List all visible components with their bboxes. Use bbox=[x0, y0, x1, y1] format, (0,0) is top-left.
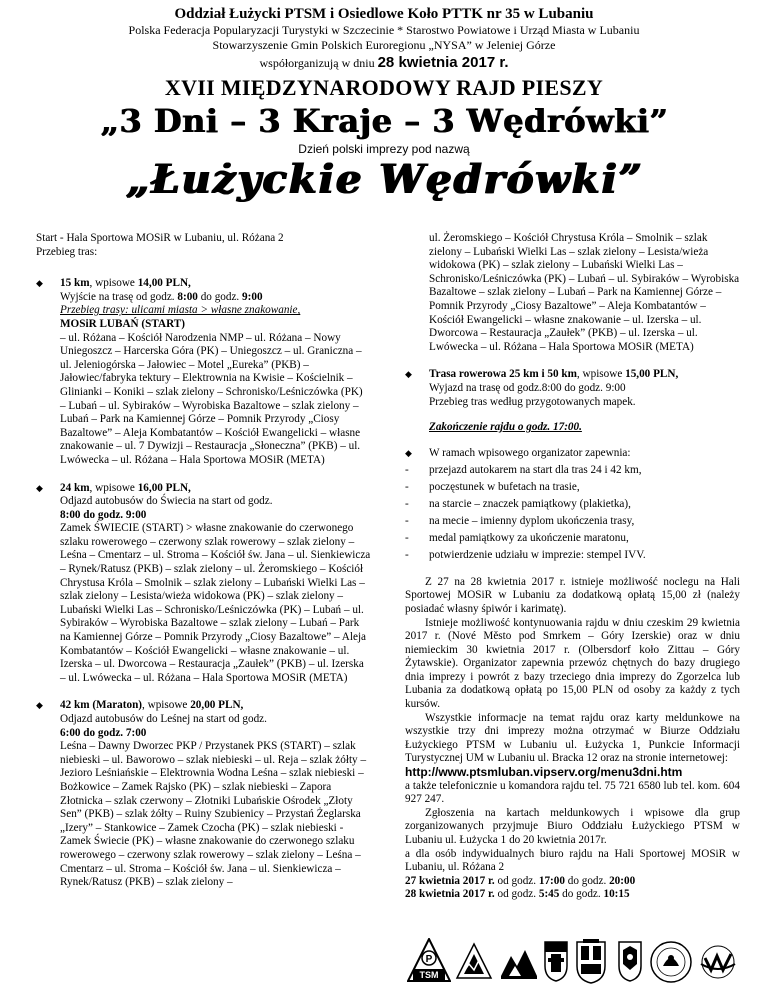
route-header: 15 km, wpisowe 14,00 PLN, bbox=[60, 277, 191, 290]
route-description: Zamek ŚWIECIE (START) > własne znakowanie do czerwonego szlaku rowerowego – czerwony szlak rowerowy – szlak zielony – Leśna – Cmentarz – ul. Stroma – Kościół św. Jana – ul. Sienkiewicza – Rynek/Ratusz (PKB) – szlak zielony – ul. Żeromskiego – Kościół Chrystusa Króla – Smolnik – szlak zielony – Lubański Wielki Las – szlak zielony – Lesista/wieża widokowa (PK) – szlak zielony – Lubański Wielki Las – Schronisko/Leśniczówka (PK) – Lubań – ul. Sybiraków – Wyrobiska Bazaltowe – szlak zielony – Lubań – Park na Kamiennej Górze – Pomnik Przyrody „Ciosy Bazaltowe” – Aleja Kombatantów – Kościół Ewangelicki – własne znakowanie – ul. Izerska – ul. Dworcowa – Restauracja „Zaułek” (PKB) – ul. Izerska – ul. Lwówecka – ul. Różana – Hala Sportowa MOSiR (META) bbox=[60, 522, 371, 684]
route-time: 8:00 do godz. 9:00 bbox=[60, 508, 147, 521]
partners-line-2: Stowarzyszenie Gmin Polskich Euroregionu „NYSA” w Jeleniej Górze bbox=[212, 38, 556, 52]
content-columns bbox=[0, 232, 768, 987]
event-title: XVII MIĘDZYNARODOWY RAJD PIESZY bbox=[164, 75, 604, 100]
coat-of-arms-2 bbox=[575, 938, 607, 989]
route-start: MOSiR LUBAŃ (START) bbox=[60, 317, 185, 330]
bike-route bbox=[405, 368, 740, 409]
diamond-bullet-icon: ◆ bbox=[36, 700, 43, 711]
date-line bbox=[0, 53, 768, 71]
route-time: Wyjście na trasę od godz. 8:00 do godz. 9:00 bbox=[60, 290, 263, 303]
info-paragraph: Wszystkie informacje na temat rajdu oraz karty meldunkowe na wszystkie trzy dni imprezy można otrzymać w Biurze Oddziału Łużyckiego PTSM w Lubaniu ul. Łużycka 1, Punkcie Informacji Turystycznej UM w Lubaniu ul. Bracka 12 oraz na stronie internetowej: bbox=[405, 711, 740, 765]
partners-line: Polska Federacja Popularyzacji Turystyki w Szczecinie * Starostwo Powiatowe i Urząd Miasta w Lubaniu bbox=[128, 23, 640, 37]
route-24km bbox=[36, 482, 371, 686]
route-42km bbox=[36, 699, 371, 889]
day-intro: Dzień polski imprezy pod nazwą bbox=[298, 142, 470, 156]
seal-logo bbox=[649, 940, 693, 989]
registration-paragraph: Zgłoszenia na kartach meldunkowych i wpisowe dla grup zorganizowanych przyjmuje Biuro Oddziału Łużyckiego PTSM w Lubaniu ul. Łużycka 1 do 20 kwietnia 2017r. bbox=[405, 806, 740, 846]
sponsor-logos bbox=[405, 938, 740, 986]
route-header: 42 km (Maraton), wpisowe 20,00 PLN, bbox=[60, 699, 244, 712]
continuation-paragraph: Istnieje możliwość kontynuowania rajdu w dniu czeskim 29 kwietnia 2017 r. (Nové Město pod Smrkem – Góry Izerskie) oraz w dniu niemieckim 30 kwietnia 2017 r. (Olbersdorf koło Zittau – Góry Żytawskie). Organizator zapewnia przewóz chętnych do bazy drugiego dnia imprezy i powrót z bazy trzeciego dnia imprezy do Zgorzelca lub Lubania za dodatkową opłatą po 15,00 PLN od osoby za każdy z tych kursów. bbox=[405, 616, 740, 711]
website-link[interactable]: http://www.ptsmluban.vipserv.org/menu3dni.htm bbox=[405, 765, 683, 780]
end-time: Zakończenie rajdu o godz. 17:00. bbox=[429, 421, 582, 434]
route-42km-continued: ul. Żeromskiego – Kościół Chrystusa Króla – Smolnik – szlak zielony – Lubański Wielki Las – szlak zielony – Lesista/wieża widokowa (PK) – szlak zielony – Lubański Wielki Las – Schronisko/Leśniczówka (PK) – Lubań – ul. Sybiraków – Wyrobiska Bazaltowe – szlak zielony – Lubań – Park na Kamiennej Górze – Pomnik Przyrody „Ciosy Bazaltowe” – Aleja Kombatantów – Kościół Ewangelicki – własne znakowanie – ul. Izerska – ul. Dworcowa – Restauracja „Zaułek” (PKB) – ul. Izerska – ul. Lwówecka – ul. Różana – Hala Sportowa MOSiR (META) bbox=[429, 232, 740, 353]
route-header: Trasa rowerowa 25 km i 50 km, wpisowe 15,00 PLN, bbox=[429, 368, 679, 381]
individual-registration: a dla osób indywidualnych biuro rajdu na Hali Sportowej MOSiR w Lubaniu, ul. Różana 2 bbox=[405, 847, 740, 874]
event-name: „Łużyckie Wędrówki” bbox=[125, 156, 643, 203]
ptsm-logo bbox=[407, 938, 451, 989]
start-location: Start - Hala Sportowa MOSiR w Lubaniu, ul. Różana 2 bbox=[36, 232, 284, 244]
fee-item: - medal pamiątkowy za ukończenie maratonu, bbox=[405, 531, 629, 544]
route-departure: Odjazd autobusów do Leśnej na start od godz. bbox=[60, 713, 267, 725]
fee-item: - na starcie – znaczek pamiątkowy (plakietka), bbox=[405, 497, 631, 510]
ivv-logo bbox=[697, 944, 739, 985]
route-departure: Odjazd autobusów do Świecia na start od godz. bbox=[60, 495, 273, 508]
route-time: 6:00 do godz. 7:00 bbox=[60, 726, 147, 739]
diamond-bullet-icon: ◆ bbox=[405, 369, 412, 380]
date-prefix: współorganizują w dniu bbox=[259, 56, 375, 70]
fee-item: - potwierdzenie udziału w imprezie: stempel IVV. bbox=[405, 548, 646, 561]
organizer-line: Oddział Łużycki PTSM i Osiedlowe Koło PTTK nr 35 w Lubaniu bbox=[174, 6, 594, 22]
accommodation-paragraph: Z 27 na 28 kwietnia 2017 r. istnieje możliwość noclegu na Hali Sportowej MOSiR w Lubaniu za dodatkową opłatą 15,00 zł (należy posiadać własny śpiwór i karimatę). bbox=[405, 575, 740, 615]
diamond-bullet-icon: ◆ bbox=[36, 482, 43, 493]
fee-item: - na mecie – imienny dyplom ukończenia trasy, bbox=[405, 514, 635, 527]
routes-label: Przebieg tras: bbox=[36, 245, 98, 258]
diamond-bullet-icon: ◆ bbox=[36, 278, 43, 289]
fee-item: - poczęstunek w bufetach na trasie, bbox=[405, 480, 580, 493]
svg-text:P: P bbox=[425, 954, 433, 965]
route-15km bbox=[36, 277, 371, 467]
event-date: 28 kwietnia 2017 r. bbox=[377, 54, 509, 71]
route-description: – ul. Różana – Kościół Narodzenia NMP – ul. Różana – Nowy Uniegoszcz – Harcerska Góra (PK) – Uniegoszcz – ul. Graniczna – ul. Jeleniogórska – Jałowiec – Motel „Eureka” (PKB) – Jałowiec/fabryka tektury – Elektrownia na Kwisie – Kościelnik – Glinianki – Koniki – szlak zielony – Schronisko/Leśniczówka (PK) – Lubań – ul. Sybiraków – Wyrobiska Bazaltowe – szlak zielony – Lubań – Park na Kamiennej Górze – Pomnik Przyrody „Ciosy Bazaltowe” – Aleja Kombatantów – Kościół Ewangelicki – własne znakowanie – ul. 7 Dywizji – Restauracja „Słoneczna” (PKB) – ul. Lwówecka – ul. Różana – Hala Sportowa MOSiR (META) bbox=[60, 331, 363, 466]
phone-paragraph: a także telefonicznie u komandora rajdu tel. 75 721 6580 lub tel. kom. 604 927 247. bbox=[405, 779, 740, 806]
route-description: Leśna – Dawny Dworzec PKP / Przystanek PKS (START) – szlak niebieski – ul. Baworowo – szlak niebieski – ul. Reja – szlak żółty – Jezioro Leśniańskie – Elektrownia Wodna Leśna – szlak niebieski – Bożkowice – Zamek Rajsko (PK) – szlak niebieski – Zapora Złotnicka – szlak czerwony – Złotniki Lubańskie Ośrodek „Złoty Sen” (PKB) – szlak żółty – Ruiny Szubienicy – Przystań Żeglarska „Izery” – Stankowice – Zamek Czocha (PK) – szlak niebieski - Zamek Świecie (PK) – własne znakowanie do czerwonego szlaku rowerowego – czerwony szlak rowerowy – szlak zielony – Leśna – Cmentarz – ul. Stroma – Kościół św. Jana – ul. Sienkiewicza – Rynek/Ratusz (PKB) – szlak zielony – bbox=[60, 740, 367, 889]
svg-text:TSM: TSM bbox=[419, 970, 439, 980]
route-maps: Przebieg tras według przygotowanych mapek. bbox=[429, 395, 636, 408]
coat-of-arms-3 bbox=[617, 940, 643, 987]
route-time: Wyjazd na trasę od godz.8:00 do godz. 9:00 bbox=[429, 381, 626, 394]
fee-item: - przejazd autokarem na start dla tras 24 i 42 km, bbox=[405, 463, 642, 476]
document-header bbox=[0, 0, 768, 203]
right-column bbox=[405, 232, 740, 902]
pttk-logo bbox=[455, 942, 493, 987]
office-hours-27: 27 kwietnia 2017 r. od godz. 17:00 do godz. 20:00 bbox=[405, 874, 636, 887]
diamond-bullet-icon: ◆ bbox=[405, 447, 412, 458]
route-marking: Przebieg trasy: ulicami miasta > własne znakowanie, bbox=[60, 304, 301, 317]
mountain-logo bbox=[499, 944, 539, 987]
route-header: 24 km, wpisowe 16,00 PLN, bbox=[60, 481, 191, 494]
office-hours-28: 28 kwietnia 2017 r. od godz. 5:45 do godz. 10:15 bbox=[405, 888, 630, 901]
left-column bbox=[36, 232, 371, 890]
fee-list bbox=[405, 445, 740, 564]
coat-of-arms-1 bbox=[543, 940, 569, 987]
fee-intro: ◆ W ramach wpisowego organizator zapewnia: bbox=[405, 445, 740, 462]
event-slogan: „3 Dni – 3 Kraje – 3 Wędrówki” bbox=[100, 102, 668, 140]
